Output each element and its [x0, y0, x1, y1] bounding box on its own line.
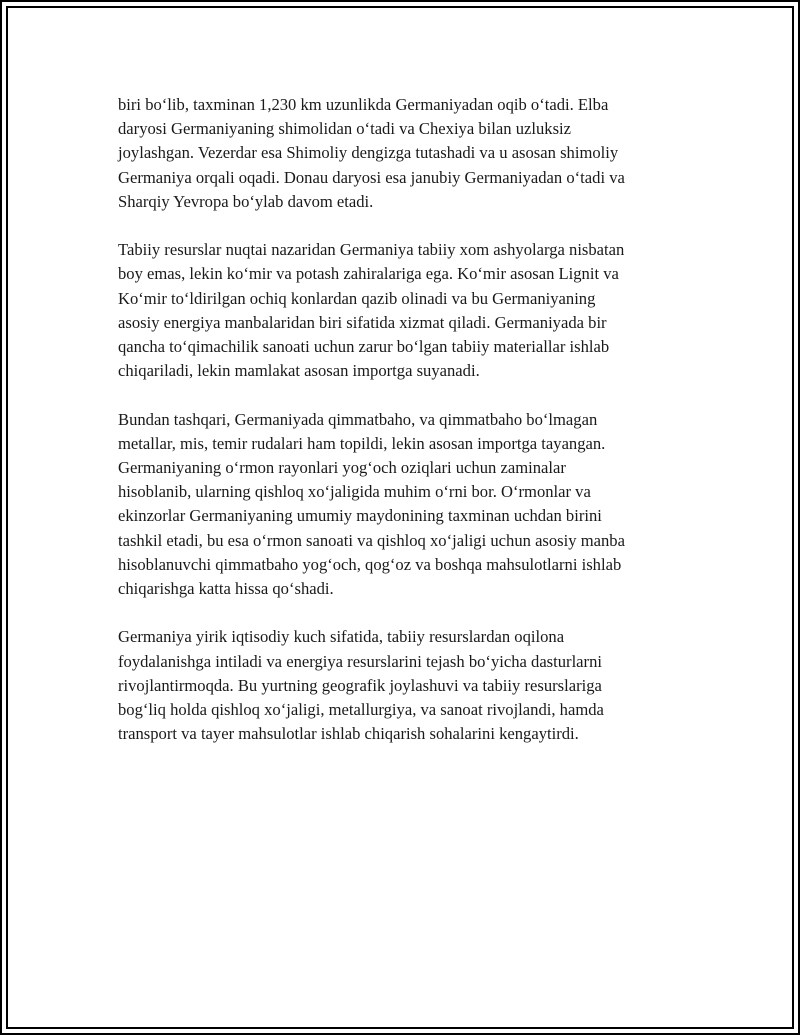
text-line: Bundan tashqari, Germaniyada qimmatbaho, va qimmatbaho bo‘lmagan [118, 409, 598, 429]
text-line: transport va tayer mahsulotlar ishlab chiqarish sohalarini kengaytirdi. [118, 724, 579, 744]
paragraph-rivers [118, 93, 698, 214]
text-line: Germaniya orqali oqadi. Donau daryosi esa janubiy Germaniyadan o‘tadi va [118, 167, 625, 187]
text-line: chiqariladi, lekin mamlakat asosan importga suyanadi. [118, 361, 480, 381]
text-line: Sharqiy Yevropa bo‘ylab davom etadi. [118, 191, 374, 211]
text-line: daryosi Germaniyaning shimolidan o‘tadi va Chexiya bilan uzluksiz [118, 119, 571, 139]
text-line: rivojlantirmoqda. Bu yurtning geografik joylashuvi va tabiiy resurslariga [118, 675, 602, 695]
text-line: Ko‘mir to‘ldirilgan ochiq konlardan qazib olinadi va bu Germaniyaning [118, 288, 596, 308]
text-line: qancha to‘qimachilik sanoati uchun zarur bo‘lgan tabiiy materiallar ishlab [118, 337, 610, 357]
text-line: hisoblanuvchi qimmatbaho yog‘och, qog‘oz va boshqa mahsulotlarni ishlab [118, 554, 622, 574]
paragraph-natural-resources [118, 238, 698, 383]
paragraph-economy [118, 625, 698, 746]
text-line: boy emas, lekin ko‘mir va potash zahiralariga ega. Ko‘mir asosan Lignit va [118, 264, 619, 284]
text-line: foydalanishga intiladi va energiya resurslarini tejash bo‘yicha dasturlarni [118, 651, 602, 671]
text-line: chiqarishga katta hissa qo‘shadi. [118, 579, 334, 599]
text-line: Germaniyaning o‘rmon rayonlari yog‘och oziqlari uchun zaminalar [118, 458, 566, 478]
document-body [118, 93, 698, 771]
text-line: Germaniya yirik iqtisodiy kuch sifatida, tabiiy resurslardan oqilona [118, 627, 565, 647]
text-line: hisoblanib, ularning qishloq xo‘jaligida muhim o‘rni bor. O‘rmonlar va [118, 482, 591, 502]
text-line: asosiy energiya manbalaridan biri sifatida xizmat qiladi. Germaniyada bir [118, 312, 607, 332]
text-line: Tabiiy resurslar nuqtai nazaridan Germaniya tabiiy xom ashyolarga nisbatan [118, 240, 625, 260]
paragraph-metals-forests [118, 408, 698, 602]
text-line: metallar, mis, temir rudalari ham topildi, lekin asosan importga tayangan. [118, 433, 606, 453]
text-line: joylashgan. Vezerdar esa Shimoliy dengizga tutashadi va u asosan shimoliy [118, 143, 619, 163]
text-line: ekinzorlar Germaniyaning umumiy maydonining taxminan uchdan birini [118, 506, 602, 526]
text-line: biri bo‘lib, taxminan 1,230 km uzunlikda Germaniyadan oqib o‘tadi. Elba [118, 95, 609, 114]
text-line: tashkil etadi, bu esa o‘rmon sanoati va qishloq xo‘jaligi uchun asosiy manba [118, 530, 625, 550]
text-line: bog‘liq holda qishloq xo‘jaligi, metallurgiya, va sanoat rivojlandi, hamda [118, 700, 604, 720]
